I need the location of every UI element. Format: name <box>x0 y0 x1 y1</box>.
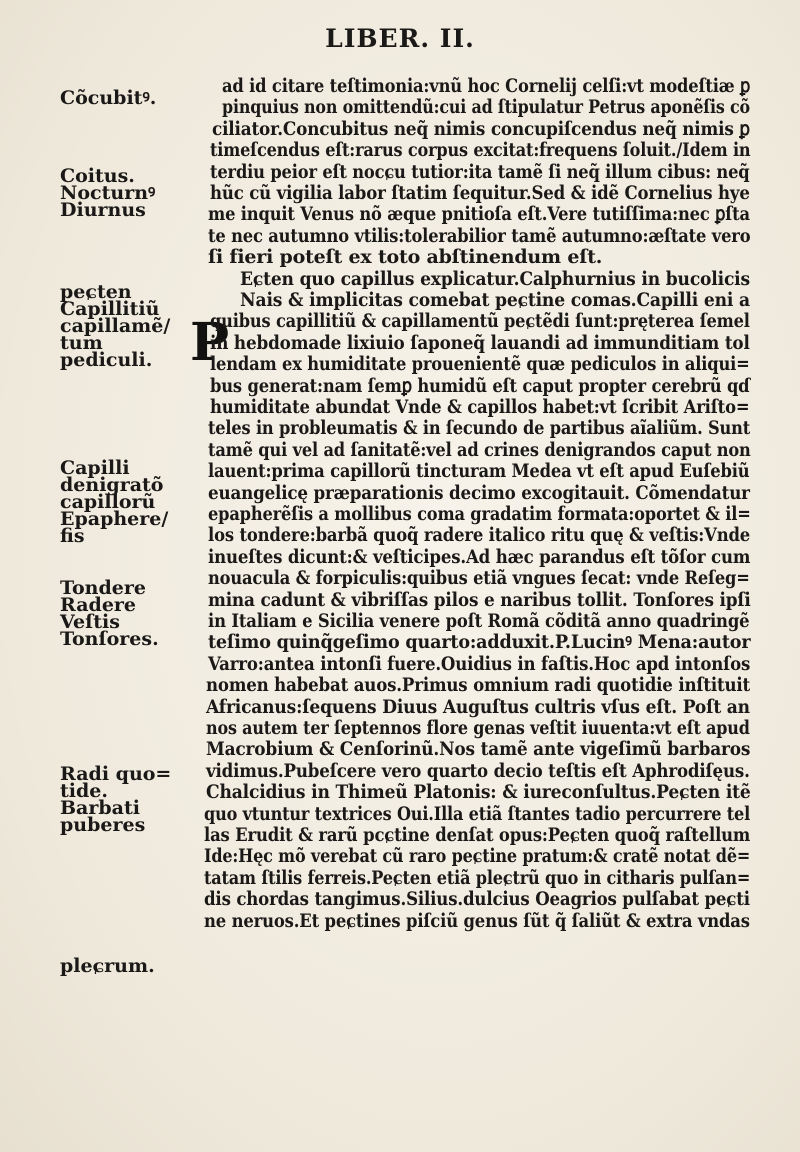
text-line: vidimus.Pubeſcere vero quarto decio teſtis eſt Aphrodiſęus. <box>206 759 750 782</box>
text-line: los tondere:barbã quoq̃ radere italico ritu quę & veſtis:Vnde <box>208 524 751 547</box>
text-line: inueſtes dicunt:& veſticipes.Ad hæc parandus eſt tõſor cum <box>208 545 751 568</box>
text-line: ciliator.Concubitus neq̃ nimis concupiſcendus neq̃ nimis ꝑ <box>212 117 750 140</box>
margin-note-line: Coitus. <box>60 165 135 187</box>
text-line: Africanus:ſequens Diuus Auguſtus cultris vſus eſt. Poſt an <box>206 695 750 718</box>
text-line: Macrobium & Cenſorinũ.Nos tamẽ ante vigeſimũ barbaros <box>206 738 751 761</box>
margin-note-line: Nocturnꝰ <box>60 182 156 204</box>
drop-cap: P <box>190 312 230 373</box>
margin-note-line: Veſtis <box>60 611 120 633</box>
text-line: tatam ſtilis ferreis.Peɕten etiã pleɕtrũ quo in citharis pulſan= <box>204 866 751 889</box>
margin-note-line: Radi quo= <box>60 763 172 785</box>
margin-note-line: Radere <box>60 594 137 616</box>
text-line: lendam ex humiditate prouenientẽ quæ pediculos in aliqui= <box>210 353 750 376</box>
text-line: ne neruos.Et peɕtines piſciũ genus ſũt q̃ ſaliũt & extra vndas <box>204 909 750 932</box>
margin-note-line: capillamẽ/ <box>60 315 171 337</box>
text-line: ad id citare teſtimonia:vnũ hoc Cornelij celſi:vt modeſtiæ ꝑ <box>222 75 751 97</box>
margin-note-coitus <box>60 165 156 221</box>
text-line: teles in probleumatis & in ſecundo de partibus aĩaliũm. Sunt <box>208 417 751 440</box>
margin-note-line: Capillitiũ <box>60 298 160 320</box>
text-line: teſimo quinq̃geſimo quarto:adduxit.P.Lucinꝰ Mena:autor <box>208 631 751 654</box>
margin-note-line: fis <box>60 525 85 547</box>
margin-note-line: puberes <box>60 814 146 836</box>
margin-note-line: Diurnus <box>60 199 146 221</box>
text-line: Nais & implicitas comebat peɕtine comas.Capilli eni a <box>240 289 750 311</box>
margin-note-line: pediculi. <box>60 349 153 371</box>
margin-note-line: peɕten <box>60 281 132 303</box>
text-line: hũc cũ vigilia labor ſtatim ſequitur.Sed & idẽ Cornelius hye <box>210 182 750 204</box>
margin-note-line: tum <box>60 332 103 354</box>
text-line: Varro:antea intonſi fuere.Ouidius in faſtis.Hoc apd intonſos <box>208 652 751 675</box>
margin-note-line: capillorũ <box>60 491 156 513</box>
text-line: timeſcendus eſt:rarus corpus excitat:frequens ſoluit./Idem in <box>210 139 751 162</box>
text-line: euangelicę præparationis decimo excogitauit. Cõmendatur <box>208 481 750 504</box>
text-line: terdiu peior eſt nocɕu tutior:ita tamẽ ſi neq̃ illum cibus: neq̃ <box>210 160 750 183</box>
text-line: nos autem ter ſeptennos flore genas veſtit iuuenta:vt eſt apud <box>206 717 750 739</box>
text-line: dis chordas tangimus.Silius.dulcius Oeagrios pulſabat peɕti <box>204 888 750 911</box>
margin-note-radi <box>60 763 172 836</box>
text-line: quibus capillitiũ & capillamentũ peɕtẽdi ſunt:pręterea ſemel <box>210 310 750 333</box>
text-line: humiditate abundat Vnde & capillos habet:vt ſcribit Ariſto= <box>210 396 750 418</box>
text-line: bus generat:nam ſemꝑ humidũ eſt caput propter cerebrũ qɗ <box>210 374 750 397</box>
margin-note-plectrum <box>60 955 155 977</box>
page-header: LIBER. II. <box>325 24 475 53</box>
text-line: ſi fieri poteſt ex toto abſtinendum eſt. <box>208 246 603 269</box>
margin-note-line: Cõcubitꝰ. <box>60 87 157 109</box>
text-line: Ide:Hęc mõ verebat cũ raro peɕtine pratum:& cratẽ notat dẽ= <box>204 845 751 868</box>
margin-note-line: Tondere <box>60 577 146 599</box>
text-line: epapherẽſis a mollibus coma gradatim formata:oportet & il= <box>208 503 751 525</box>
margin-note-line: Barbati <box>60 797 140 819</box>
text-line: te nec autumno vtilis:tolerabilior tamẽ autumno:æſtate vero <box>208 224 751 247</box>
margin-note-line: Epaphere/ <box>60 508 169 530</box>
text-line: mina cadunt & vibriſſas pilos e naribus tollit. Tonſores ipſi <box>208 588 751 611</box>
margin-note-capilli <box>60 457 169 547</box>
margin-note-line: Tonſores. <box>60 628 159 650</box>
text-line: las Erudit & rarũ pcɕtine denſat opus:Peɕten quoq̃ raſtellum <box>204 824 751 846</box>
text-line: Chalcidius in Thimeũ Platonis: & iureconſultus.Peɕten itẽ <box>206 781 751 804</box>
text-line: me inquit Venus nõ æque pnitioſa eſt.Vere tutiſſima:nec ꝑſta <box>208 203 750 226</box>
margin-note-tondere <box>60 577 159 650</box>
text-line: nomen habebat auos.Primus omnium radi quotidie inſtituit <box>206 674 751 697</box>
margin-note-line: pleɕrum. <box>60 955 155 977</box>
margin-note-pecten <box>60 281 171 371</box>
text-line: pinquius non omittendũ:cui ad ſtipulatur Petrus aponẽſis cõ <box>222 96 750 119</box>
text-line: in hebdomade lixiuio ſaponeq̃ lauandi ad immunditiam tol <box>210 331 750 354</box>
text-line: quo vtuntur textrices Oui.Illa etiã ſtantes tadio percurrere tel <box>204 802 751 825</box>
margin-note-cocubitus <box>60 87 157 109</box>
margin-note-line: tide. <box>60 780 108 802</box>
margin-note-line: denigratõ <box>60 474 164 496</box>
text-line: Eɕten quo capillus explicatur.Calphurnius in bucolicis <box>240 267 750 290</box>
text-line: lauent:prima capillorũ tincturam Medea vt eſt apud Euſebiũ <box>208 460 750 483</box>
text-line: in Italiam e Sicilia venere poſt Romã cõditã anno quadringẽ <box>208 610 750 632</box>
margin-note-line: Capilli <box>60 457 130 479</box>
text-line: tamẽ qui vel ad ſanitatẽ:vel ad crines denigrandos caput non <box>208 438 751 461</box>
text-line: nouacula & forpiculis:quibus etiã vngues ſecat: vnde Reſeg= <box>208 567 750 590</box>
